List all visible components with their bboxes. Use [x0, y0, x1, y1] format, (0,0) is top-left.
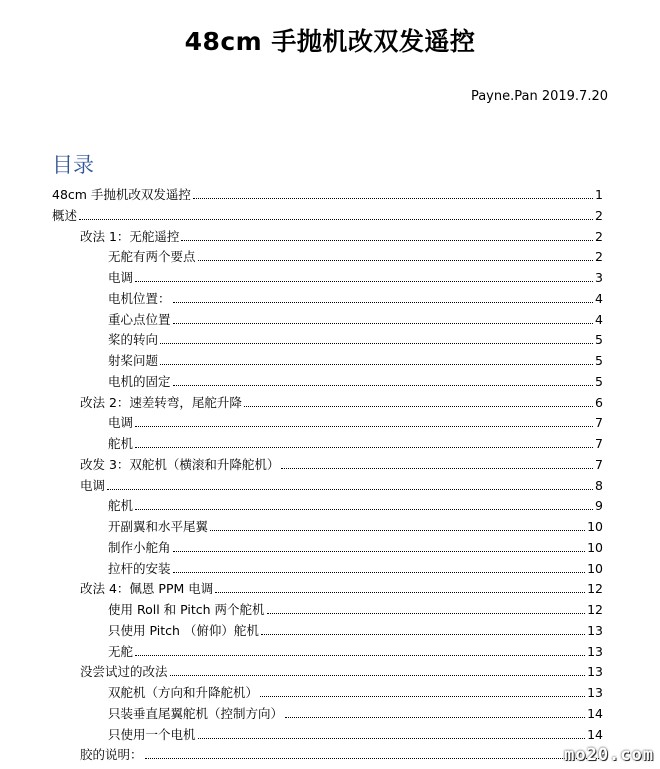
toc-entry[interactable]: [108, 268, 603, 288]
toc-entry-label: 电调: [108, 415, 134, 431]
toc-entry-label: 改法 1：无舵遥控: [80, 228, 180, 244]
author-date: Payne.Pan 2019.7.20: [470, 89, 608, 104]
toc-entry[interactable]: [80, 227, 603, 247]
toc-entry-page: 2: [595, 249, 603, 265]
toc-entry-page: 8: [595, 477, 603, 493]
toc-leader-dots: [160, 330, 593, 344]
toc-entry-page: 2: [595, 228, 603, 244]
toc-leader-dots: [145, 745, 601, 759]
toc-leader-dots: [215, 579, 585, 593]
toc-entry-label: 制作小舵角: [108, 539, 171, 555]
toc-leader-dots: [281, 455, 593, 469]
toc-entry[interactable]: [108, 725, 603, 745]
toc-entry[interactable]: [80, 579, 603, 599]
toc-leader-dots: [173, 310, 594, 324]
toc-entry-label: 电机位置：: [108, 290, 171, 306]
document-title: 48cm 手抛机改双发遥控: [184, 27, 476, 56]
toc-leader-dots: [193, 185, 593, 199]
toc-entry-page: 13: [587, 664, 603, 680]
toc-leader-dots: [79, 206, 593, 220]
toc-leader-dots: [135, 496, 593, 510]
toc-leader-dots: [198, 247, 594, 261]
toc-entry[interactable]: [52, 185, 603, 205]
toc-entry-page: 10: [587, 539, 603, 555]
toc-entry-label: 桨的转向: [108, 332, 159, 348]
toc-entry[interactable]: [108, 538, 603, 558]
toc-entry-page: 14: [587, 726, 603, 742]
toc-entry-page: 7: [595, 436, 603, 451]
toc-entry-page: 6: [595, 394, 603, 410]
toc-entry-label: 舵机: [108, 498, 134, 514]
toc-entry[interactable]: [80, 455, 603, 475]
toc-entry-label: 没尝试过的改法: [80, 664, 168, 680]
toc-leader-dots: [135, 413, 593, 427]
toc-entry-label: 胶的说明：: [80, 747, 143, 763]
toc-entry-label: 射桨问题: [108, 353, 159, 368]
toc-leader-dots: [135, 642, 585, 656]
toc-entry-label: 无舵: [108, 643, 134, 659]
toc-entry-label: 电调: [108, 270, 134, 285]
toc-entry-label: 电调: [80, 477, 106, 493]
toc-entry[interactable]: [108, 559, 603, 579]
toc-entry-page: 4: [595, 290, 603, 306]
toc-entry-label: 舵机: [108, 436, 134, 451]
toc-leader-dots: [198, 725, 586, 739]
toc-entry-page: 10: [587, 560, 603, 576]
toc-entry-label: 无舵有两个要点: [108, 249, 196, 265]
watermark: mo20.com: [564, 745, 654, 765]
toc-entry-label: 改法 2：速差转弯，尾舵升降: [80, 394, 242, 410]
toc-leader-dots: [210, 517, 585, 531]
toc-entry-label: 概述: [52, 207, 78, 223]
toc-entry-page: 13: [587, 643, 603, 659]
toc-entry-page: 12: [587, 602, 603, 617]
toc-entry[interactable]: [80, 476, 603, 496]
toc-leader-dots: [160, 351, 593, 365]
toc-entry[interactable]: [108, 289, 603, 309]
toc-entry-label: 只装垂直尾翼舵机（控制方向）: [108, 705, 284, 721]
toc-entry[interactable]: [108, 330, 603, 350]
toc-entry-page: 13: [587, 685, 603, 700]
toc-leader-dots: [173, 559, 586, 573]
toc-entry-label: 48cm 手抛机改双发遥控: [52, 187, 191, 202]
toc-entry-page: 5: [595, 373, 603, 389]
toc-leader-dots: [260, 683, 585, 697]
toc-leader-dots: [267, 600, 586, 614]
toc-leader-dots: [135, 268, 593, 282]
toc-entry[interactable]: [80, 662, 603, 682]
toc-leader-dots: [181, 227, 593, 241]
toc-leader-dots: [261, 621, 585, 635]
toc-entry-page: 5: [595, 332, 603, 348]
toc-entry-label: 使用 Roll 和 Pitch 两个舵机: [108, 602, 265, 617]
toc-leader-dots: [135, 434, 593, 448]
toc-entry[interactable]: [108, 517, 603, 537]
toc-entry-page: 3: [595, 270, 603, 285]
toc-heading: 目录: [52, 153, 94, 177]
toc-entry[interactable]: [108, 434, 603, 454]
toc-entry[interactable]: [108, 351, 603, 371]
toc-entry-label: 只使用 Pitch （俯仰）舵机: [108, 622, 259, 638]
toc-entry-label: 只使用一个电机: [108, 726, 196, 742]
toc-entry-label: 双舵机（方向和升降舵机）: [108, 685, 259, 700]
toc-leader-dots: [244, 393, 593, 407]
toc-entry[interactable]: [108, 496, 603, 516]
toc-entry-page: 9: [595, 498, 603, 514]
toc-entry-page: 1: [595, 187, 603, 202]
toc-entry-label: 开副翼和水平尾翼: [108, 519, 209, 534]
toc-entry-page: 14: [587, 705, 603, 721]
toc-entry-page: 7: [595, 415, 603, 431]
toc-entry-page: 2: [595, 207, 603, 223]
toc-leader-dots: [173, 289, 594, 303]
toc-entry-label: 改法 4：佩恩 PPM 电调: [80, 581, 214, 597]
toc-entry[interactable]: [108, 683, 603, 703]
toc-entry[interactable]: [108, 642, 603, 662]
toc-leader-dots: [173, 538, 586, 552]
toc-entry-page: 7: [595, 456, 603, 472]
toc-leader-dots: [173, 372, 594, 386]
toc-leader-dots: [170, 662, 586, 676]
toc-leader-dots: [285, 704, 585, 718]
toc-entry[interactable]: [108, 704, 603, 724]
toc-entry[interactable]: [108, 621, 603, 641]
toc-entry-page: 13: [587, 622, 603, 638]
toc-entry[interactable]: [108, 247, 603, 267]
toc-entry[interactable]: [108, 310, 603, 330]
toc-entry[interactable]: [52, 206, 603, 226]
toc-entry-page: 5: [595, 353, 603, 368]
toc-entry[interactable]: [108, 413, 603, 433]
toc-entry-label: 重心点位置: [108, 311, 171, 327]
toc-entry-page: 10: [587, 519, 603, 534]
toc-entry-page: 4: [595, 311, 603, 327]
toc-entry[interactable]: [80, 745, 603, 765]
toc-entry[interactable]: [108, 600, 603, 620]
toc-entry-page: 12: [587, 581, 603, 597]
toc-entry[interactable]: [80, 393, 603, 413]
toc-entry-label: 改发 3：双舵机（横滚和升降舵机）: [80, 456, 280, 472]
toc-leader-dots: [107, 476, 593, 490]
toc-entry[interactable]: [108, 372, 603, 392]
toc-entry-label: 拉杆的安装: [108, 560, 171, 576]
toc-entry-label: 电机的固定: [108, 373, 171, 389]
